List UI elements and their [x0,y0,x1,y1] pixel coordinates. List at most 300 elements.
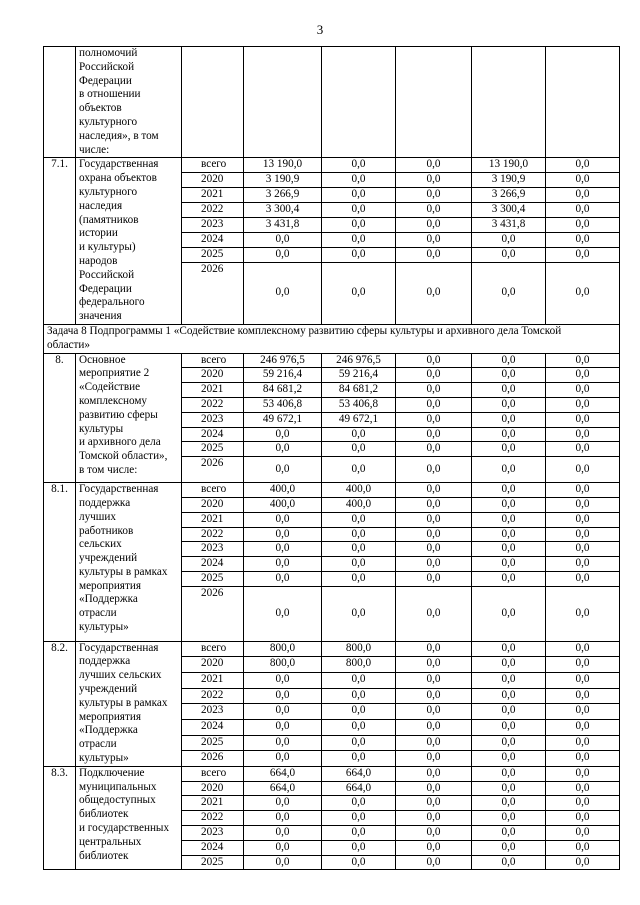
value-cell: 0,0 [396,704,472,720]
table-row [44,353,620,368]
value-cell: 0,0 [546,641,620,657]
description-line: Основное [79,353,126,366]
description-line: культуры в рамках [79,696,168,709]
value-cell: 0,0 [546,483,620,498]
year-cell: 2020 [182,368,244,383]
value-cell: 800,0 [244,657,322,673]
value-cell: 0,0 [322,512,396,527]
value-cell: 0,0 [322,232,396,247]
value-cell: 0,0 [244,442,322,457]
value-cell: 0,0 [396,641,472,657]
value-cell: 3 431,8 [472,217,546,232]
value-cell: 0,0 [546,262,620,324]
year-cell: 2021 [182,672,244,688]
value-cell: 0,0 [472,262,546,324]
value-cell: 0,0 [396,781,472,796]
description-line: «Поддержка [79,724,138,737]
value-cell: 0,0 [396,672,472,688]
value-cell: 246 976,5 [244,353,322,368]
value-cell: 84 681,2 [322,383,396,398]
description-line: мероприятия [79,710,141,723]
value-cell: 0,0 [396,557,472,572]
year-cell: 2021 [182,188,244,203]
task-heading-line: Задача 8 Подпрограммы 1 «Содействие комплексному развитию сферы культуры и архивного дела Томской [47,324,562,337]
description-line: федерального [79,296,145,309]
value-cell: 3 300,4 [472,203,546,218]
value-cell: 0,0 [546,383,620,398]
description-line: значения [79,310,122,323]
item-description [76,766,182,870]
year-cell: 2020 [182,173,244,188]
value-cell: 0,0 [546,247,620,262]
description-line: числе: [79,143,110,156]
item-number: 7.1. [44,158,76,325]
description-line: «Содействие [79,381,141,394]
value-cell: 0,0 [396,397,472,412]
value-cell: 0,0 [396,217,472,232]
description-line: Государственная [79,641,159,654]
value-cell: 0,0 [472,247,546,262]
description-line: поддержка [79,655,131,668]
value-cell: 0,0 [546,704,620,720]
value-cell: 0,0 [396,427,472,442]
value-cell: 0,0 [396,483,472,498]
value-cell: 800,0 [244,641,322,657]
value-cell: 0,0 [546,512,620,527]
value-cell: 0,0 [546,368,620,383]
value-cell: 0,0 [472,232,546,247]
description-line: лучших сельских [79,669,162,682]
value-cell: 0,0 [322,542,396,557]
value-cell: 800,0 [322,657,396,673]
description-line: центральных [79,835,142,848]
value-cell: 0,0 [472,571,546,586]
description-line: библиотек [79,849,129,862]
item-description [76,158,182,325]
value-cell: 0,0 [322,735,396,751]
value-cell: 0,0 [546,586,620,641]
year-cell: всего [182,353,244,368]
value-cell: 664,0 [322,766,396,781]
description-line: охрана объектов [79,172,157,185]
value-cell: 0,0 [244,512,322,527]
empty-cell [322,47,396,158]
value-cell: 0,0 [244,427,322,442]
value-cell: 0,0 [396,840,472,855]
table-row [44,158,620,173]
page-number: 3 [316,22,324,37]
year-cell: 2026 [182,457,244,483]
description-line: учреждений [79,552,138,565]
table-row [44,47,620,158]
value-cell: 0,0 [472,557,546,572]
value-cell: 0,0 [546,840,620,855]
value-cell: 0,0 [472,427,546,442]
item-description [76,47,182,158]
value-cell: 0,0 [546,557,620,572]
year-cell: 2022 [182,688,244,704]
value-cell: 0,0 [396,457,472,483]
value-cell: 13 190,0 [244,158,322,173]
year-cell: 2022 [182,527,244,542]
value-cell: 0,0 [546,542,620,557]
value-cell: 0,0 [322,826,396,841]
value-cell: 59 216,4 [244,368,322,383]
value-cell: 400,0 [322,497,396,512]
value-cell: 0,0 [546,232,620,247]
value-cell: 0,0 [472,766,546,781]
description-line: Томской области», [79,450,168,463]
value-cell: 0,0 [472,483,546,498]
value-cell: 0,0 [322,173,396,188]
task-row [44,324,620,353]
description-line: поддержка [79,496,131,509]
value-cell: 0,0 [546,442,620,457]
value-cell: 800,0 [322,641,396,657]
table-row [44,641,620,657]
value-cell: 0,0 [396,512,472,527]
description-line: и культуры) [79,241,136,254]
value-cell: 0,0 [472,704,546,720]
value-cell: 0,0 [396,262,472,324]
value-cell: 0,0 [244,542,322,557]
value-cell: 0,0 [322,247,396,262]
value-cell: 0,0 [472,383,546,398]
value-cell: 0,0 [322,811,396,826]
value-cell: 0,0 [396,173,472,188]
description-line: муниципальных [79,780,157,793]
value-cell: 0,0 [396,855,472,870]
value-cell: 0,0 [322,442,396,457]
description-line: культуры» [79,752,129,765]
value-cell: 0,0 [546,173,620,188]
value-cell: 0,0 [396,527,472,542]
year-cell: 2025 [182,571,244,586]
value-cell: 0,0 [396,497,472,512]
year-cell: 2025 [182,735,244,751]
item-number: 8. [44,353,76,483]
value-cell: 0,0 [322,751,396,767]
value-cell: 0,0 [546,826,620,841]
value-cell: 3 300,4 [244,203,322,218]
description-line: народов [79,254,118,267]
item-number: 8.1. [44,483,76,642]
value-cell: 0,0 [396,412,472,427]
year-cell: 2024 [182,232,244,247]
description-line: Государственная [79,483,159,496]
value-cell: 0,0 [244,688,322,704]
budget-table-body [44,47,620,870]
value-cell: 3 266,9 [244,188,322,203]
value-cell: 246 976,5 [322,353,396,368]
value-cell: 0,0 [244,811,322,826]
value-cell: 0,0 [322,586,396,641]
year-cell: 2020 [182,497,244,512]
value-cell: 0,0 [322,840,396,855]
value-cell: 0,0 [322,571,396,586]
item-description [76,353,182,483]
year-cell: 2024 [182,557,244,572]
value-cell: 0,0 [244,855,322,870]
year-cell: всего [182,483,244,498]
value-cell: 0,0 [472,527,546,542]
value-cell: 0,0 [546,397,620,412]
value-cell: 84 681,2 [244,383,322,398]
value-cell: 3 190,9 [244,173,322,188]
empty-cell [244,47,322,158]
value-cell: 0,0 [472,512,546,527]
value-cell: 0,0 [546,855,620,870]
year-cell: 2020 [182,781,244,796]
value-cell: 0,0 [472,796,546,811]
value-cell: 664,0 [244,766,322,781]
value-cell: 0,0 [472,368,546,383]
value-cell: 0,0 [472,826,546,841]
value-cell: 0,0 [546,811,620,826]
budget-table [43,46,620,870]
value-cell: 0,0 [322,217,396,232]
value-cell: 0,0 [546,203,620,218]
value-cell: 0,0 [472,672,546,688]
value-cell: 0,0 [396,811,472,826]
value-cell: 0,0 [472,542,546,557]
value-cell: 400,0 [244,483,322,498]
description-line: отрасли [79,607,117,620]
value-cell: 0,0 [472,641,546,657]
year-cell: 2023 [182,412,244,427]
year-cell: 2022 [182,203,244,218]
description-line: культуры [79,422,124,435]
value-cell: 0,0 [546,781,620,796]
year-cell: 2021 [182,383,244,398]
description-line: Федерации [79,74,132,87]
value-cell: 0,0 [472,840,546,855]
year-cell: 2026 [182,262,244,324]
description-line: культуры в рамках [79,565,168,578]
description-line: в том числе: [79,463,138,476]
value-cell: 0,0 [396,719,472,735]
value-cell: 0,0 [396,657,472,673]
value-cell: 49 672,1 [244,412,322,427]
description-line: мероприятие 2 [79,367,150,380]
value-cell: 0,0 [546,457,620,483]
description-line: наследия [79,199,123,212]
value-cell: 0,0 [396,203,472,218]
value-cell: 0,0 [322,527,396,542]
value-cell: 0,0 [472,397,546,412]
description-line: Российской [79,268,135,281]
value-cell: 0,0 [546,217,620,232]
description-line: «Поддержка [79,593,138,606]
value-cell: 0,0 [472,657,546,673]
value-cell: 0,0 [546,188,620,203]
value-cell: 0,0 [396,766,472,781]
value-cell: 0,0 [244,586,322,641]
year-cell: 2025 [182,247,244,262]
value-cell: 0,0 [244,735,322,751]
description-line: в отношении [79,88,141,101]
value-cell: 0,0 [244,826,322,841]
value-cell: 53 406,8 [322,397,396,412]
value-cell: 0,0 [396,383,472,398]
year-cell: 2023 [182,704,244,720]
value-cell: 0,0 [396,826,472,841]
value-cell: 0,0 [396,586,472,641]
value-cell: 0,0 [322,158,396,173]
description-line: лучших [79,510,116,523]
year-cell: 2026 [182,751,244,767]
value-cell: 0,0 [546,766,620,781]
description-line: истории [79,227,118,240]
value-cell: 0,0 [322,457,396,483]
year-cell: 2025 [182,442,244,457]
value-cell: 0,0 [322,688,396,704]
value-cell: 0,0 [322,719,396,735]
value-cell: 0,0 [546,527,620,542]
table-row [44,766,620,781]
value-cell: 0,0 [322,188,396,203]
value-cell: 0,0 [546,735,620,751]
value-cell: 0,0 [546,353,620,368]
value-cell: 0,0 [472,781,546,796]
year-cell: 2024 [182,427,244,442]
value-cell: 3 431,8 [244,217,322,232]
year-cell: всего [182,641,244,657]
value-cell: 0,0 [322,203,396,218]
value-cell: 0,0 [322,427,396,442]
value-cell: 0,0 [244,672,322,688]
description-line: комплексному [79,394,148,407]
year-cell: 2024 [182,719,244,735]
empty-cell [182,47,244,158]
value-cell: 0,0 [472,353,546,368]
description-line: и государственных [79,822,170,835]
year-cell: 2022 [182,397,244,412]
value-cell: 0,0 [244,557,322,572]
year-cell: 2024 [182,840,244,855]
description-line: Федерации [79,282,132,295]
description-line: развитию сферы [79,408,158,421]
value-cell: 0,0 [472,412,546,427]
value-cell: 0,0 [472,497,546,512]
value-cell: 0,0 [546,719,620,735]
value-cell: 0,0 [546,796,620,811]
value-cell: 0,0 [322,855,396,870]
description-line: Российской [79,60,135,73]
value-cell: 664,0 [322,781,396,796]
value-cell: 0,0 [396,247,472,262]
item-description [76,483,182,642]
year-cell: 2023 [182,542,244,557]
description-line: работников [79,524,134,537]
value-cell: 3 266,9 [472,188,546,203]
description-line: объектов [79,102,122,115]
value-cell: 0,0 [472,811,546,826]
year-cell: 2023 [182,826,244,841]
description-line: культуры» [79,621,129,634]
description-line: наследия», в том [79,129,159,142]
value-cell: 0,0 [472,751,546,767]
year-cell: 2026 [182,586,244,641]
value-cell: 0,0 [396,735,472,751]
value-cell: 0,0 [244,262,322,324]
value-cell: 0,0 [244,796,322,811]
value-cell: 0,0 [472,719,546,735]
item-description [76,641,182,766]
description-line: полномочий [79,47,138,59]
value-cell: 0,0 [244,571,322,586]
value-cell: 0,0 [546,657,620,673]
value-cell: 0,0 [546,751,620,767]
value-cell: 0,0 [396,751,472,767]
table-row [44,483,620,498]
value-cell: 0,0 [546,412,620,427]
year-cell: 2021 [182,512,244,527]
description-line: Подключение [79,766,145,779]
value-cell: 0,0 [472,457,546,483]
value-cell: 400,0 [244,497,322,512]
value-cell: 0,0 [396,542,472,557]
value-cell: 0,0 [244,247,322,262]
value-cell: 0,0 [244,719,322,735]
empty-cell [546,47,620,158]
value-cell: 0,0 [472,442,546,457]
value-cell: 0,0 [396,232,472,247]
value-cell: 0,0 [322,262,396,324]
value-cell: 0,0 [244,704,322,720]
value-cell: 0,0 [546,688,620,704]
empty-cell [396,47,472,158]
value-cell: 0,0 [546,672,620,688]
value-cell: 0,0 [322,704,396,720]
value-cell: 0,0 [244,232,322,247]
description-line: учреждений [79,683,138,696]
year-cell: 2025 [182,855,244,870]
year-cell: 2023 [182,217,244,232]
value-cell: 0,0 [546,497,620,512]
item-number-cell [44,47,76,158]
value-cell: 49 672,1 [322,412,396,427]
value-cell: 3 190,9 [472,173,546,188]
empty-cell [472,47,546,158]
value-cell: 59 216,4 [322,368,396,383]
description-line: отрасли [79,738,117,751]
description-line: (памятников [79,213,139,226]
value-cell: 0,0 [244,840,322,855]
value-cell: 0,0 [396,188,472,203]
value-cell: 0,0 [396,688,472,704]
value-cell: 400,0 [322,483,396,498]
description-line: культурного [79,115,138,128]
value-cell: 0,0 [396,571,472,586]
description-line: сельских [79,538,122,551]
value-cell: 664,0 [244,781,322,796]
description-line: Государственная [79,158,159,171]
value-cell: 0,0 [546,571,620,586]
value-cell: 0,0 [244,457,322,483]
value-cell: 13 190,0 [472,158,546,173]
value-cell: 0,0 [472,586,546,641]
value-cell: 0,0 [396,353,472,368]
description-line: общедоступных [79,794,156,807]
year-cell: 2021 [182,796,244,811]
value-cell: 0,0 [244,527,322,542]
value-cell: 0,0 [546,158,620,173]
value-cell: 53 406,8 [244,397,322,412]
description-line: культурного [79,185,138,198]
year-cell: 2022 [182,811,244,826]
description-line: и архивного дела [79,436,161,449]
